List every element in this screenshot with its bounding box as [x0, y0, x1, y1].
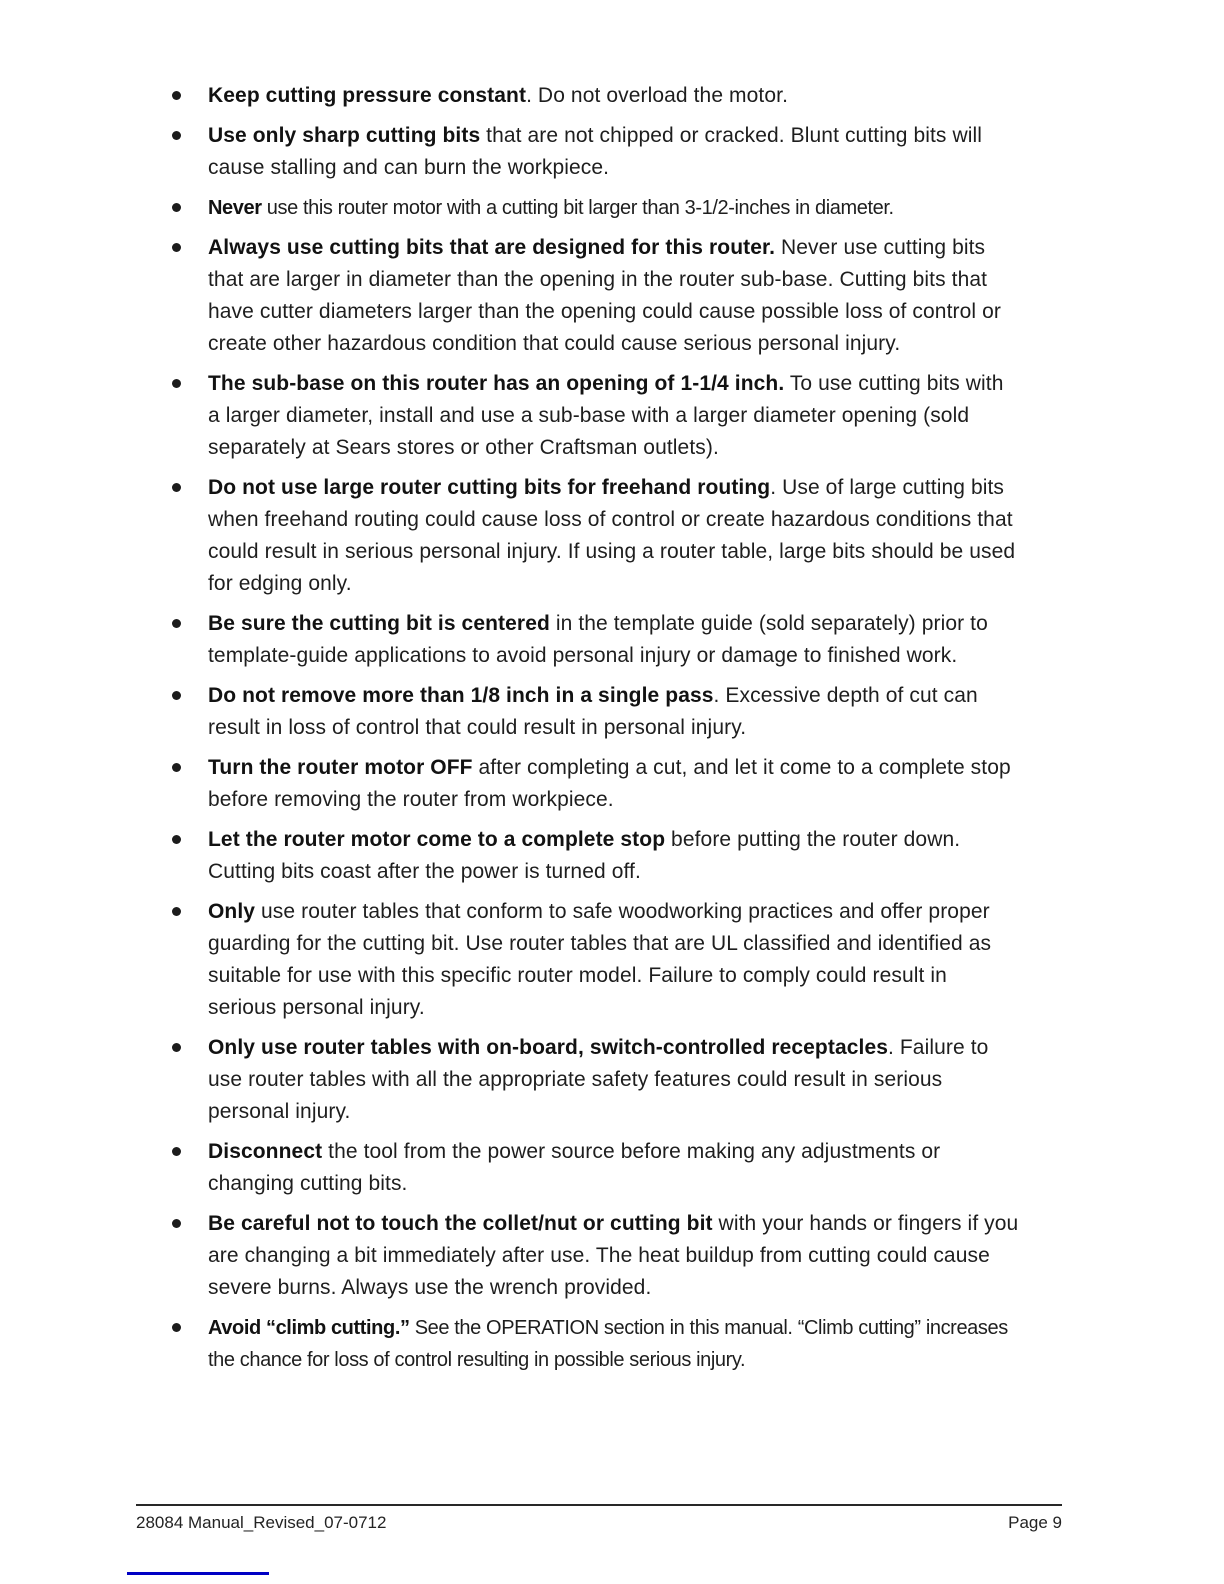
bullet-body-text: before putting the router down. Cutting bits coast after the power is turned off. [208, 828, 961, 883]
footer-divider [136, 1504, 1062, 1506]
bullet-lead-bold: Use only sharp cutting bits [208, 124, 481, 147]
bullet-body-text: . Use of large cutting bits when freehand routing could cause loss of control or create hazardous conditions that could result in serious personal injury. If using a router table, large bits should be used for edging only. [208, 476, 1016, 595]
bullet-lead-bold: Be sure the cutting bit is centered [208, 612, 550, 635]
safety-bullet [170, 680, 1020, 744]
safety-bullet [170, 608, 1020, 672]
bullet-lead-bold: Let the router motor come to a complete stop [208, 828, 666, 851]
safety-bullet [170, 232, 1020, 360]
bullet-body-text: . Excessive depth of cut can result in loss of control that could result in personal injury. [208, 684, 978, 739]
bullet-lead-bold: Keep cutting pressure constant [208, 84, 527, 107]
safety-bullet-list [170, 80, 1020, 1384]
footer-blue-underline [127, 1572, 269, 1575]
bullet-lead-bold: Do not use large router cutting bits for freehand routing [208, 476, 771, 499]
bullet-body-text: after completing a cut, and let it come to a complete stop before removing the router from workpiece. [208, 756, 1011, 811]
page-footer [136, 1511, 1062, 1535]
bullet-body-text: . Do not overload the motor. [526, 84, 789, 107]
bullet-lead-bold: Turn the router motor OFF [208, 756, 473, 779]
bullet-body-text: use router tables that conform to safe woodworking practices and offer proper guarding for the cutting bit. Use router tables that are UL classified and identified as suitable for use with this specific router model. Failure to comply could result in serious personal injury. [208, 900, 992, 1019]
safety-bullet [170, 120, 1020, 184]
safety-bullet [170, 1312, 1020, 1376]
safety-bullet [170, 1208, 1020, 1304]
safety-bullet [170, 896, 1020, 1024]
bullet-body-text: in the template guide (sold separately) prior to template-guide applications to avoid personal injury or damage to finished work. [208, 612, 988, 667]
bullet-lead-bold: Always use cutting bits that are designed for this router. [208, 236, 776, 259]
bullet-body-text: Never use cutting bits that are larger in diameter than the opening in the router sub-base. Cutting bits that have cutter diameters larger than the opening could cause possible loss of control or create other hazardous condition that could cause serious personal injury. [208, 236, 1001, 355]
bullet-lead-bold: Be careful not to touch the collet/nut or cutting bit [208, 1212, 713, 1235]
bullet-lead-bold: Never [208, 197, 262, 219]
safety-bullet [170, 80, 1020, 112]
bullet-body-text: See the OPERATION section in this manual. “Climb cutting” increases the chance for loss of control resulting in possible serious injury. [208, 1317, 1008, 1371]
bullet-lead-bold: Do not remove more than 1/8 inch in a single pass [208, 684, 714, 707]
bullet-lead-bold: Only [208, 900, 256, 923]
bullet-lead-bold: Avoid “climb cutting.” [208, 1317, 410, 1339]
bullet-body-text: To use cutting bits with a larger diameter, install and use a sub-base with a larger diameter opening (sold separately at Sears stores or other Craftsman outlets). [208, 372, 1004, 459]
bullet-lead-bold: Only use router tables with on-board, switch-controlled receptacles [208, 1036, 889, 1059]
bullet-lead-bold: Disconnect [208, 1140, 323, 1163]
safety-bullet [170, 192, 1020, 224]
bullet-body-text: . Failure to use router tables with all the appropriate safety features could result in serious personal injury. [208, 1036, 989, 1123]
safety-bullet [170, 368, 1020, 464]
bullet-body-text: the tool from the power source before making any adjustments or changing cutting bits. [208, 1140, 941, 1195]
safety-bullet [170, 1032, 1020, 1128]
safety-bullet [170, 824, 1020, 888]
bullet-body-text: use this router motor with a cutting bit larger than 3-1/2-inches in diameter. [261, 197, 894, 219]
safety-bullet [170, 752, 1020, 816]
safety-bullet [170, 1136, 1020, 1200]
bullet-lead-bold: The sub-base on this router has an opening of 1-1/4 inch. [208, 372, 785, 395]
footer-document-id: 28084 Manual_Revised_07-0712 [136, 1513, 387, 1532]
footer-page-number: Page 9 [1008, 1513, 1062, 1532]
safety-bullet [170, 472, 1020, 600]
bullet-body-text: with your hands or fingers if you are changing a bit immediately after use. The heat buildup from cutting could cause severe burns. Always use the wrench provided. [208, 1212, 1019, 1299]
bullet-body-text: that are not chipped or cracked. Blunt cutting bits will cause stalling and can burn the workpiece. [208, 124, 983, 179]
